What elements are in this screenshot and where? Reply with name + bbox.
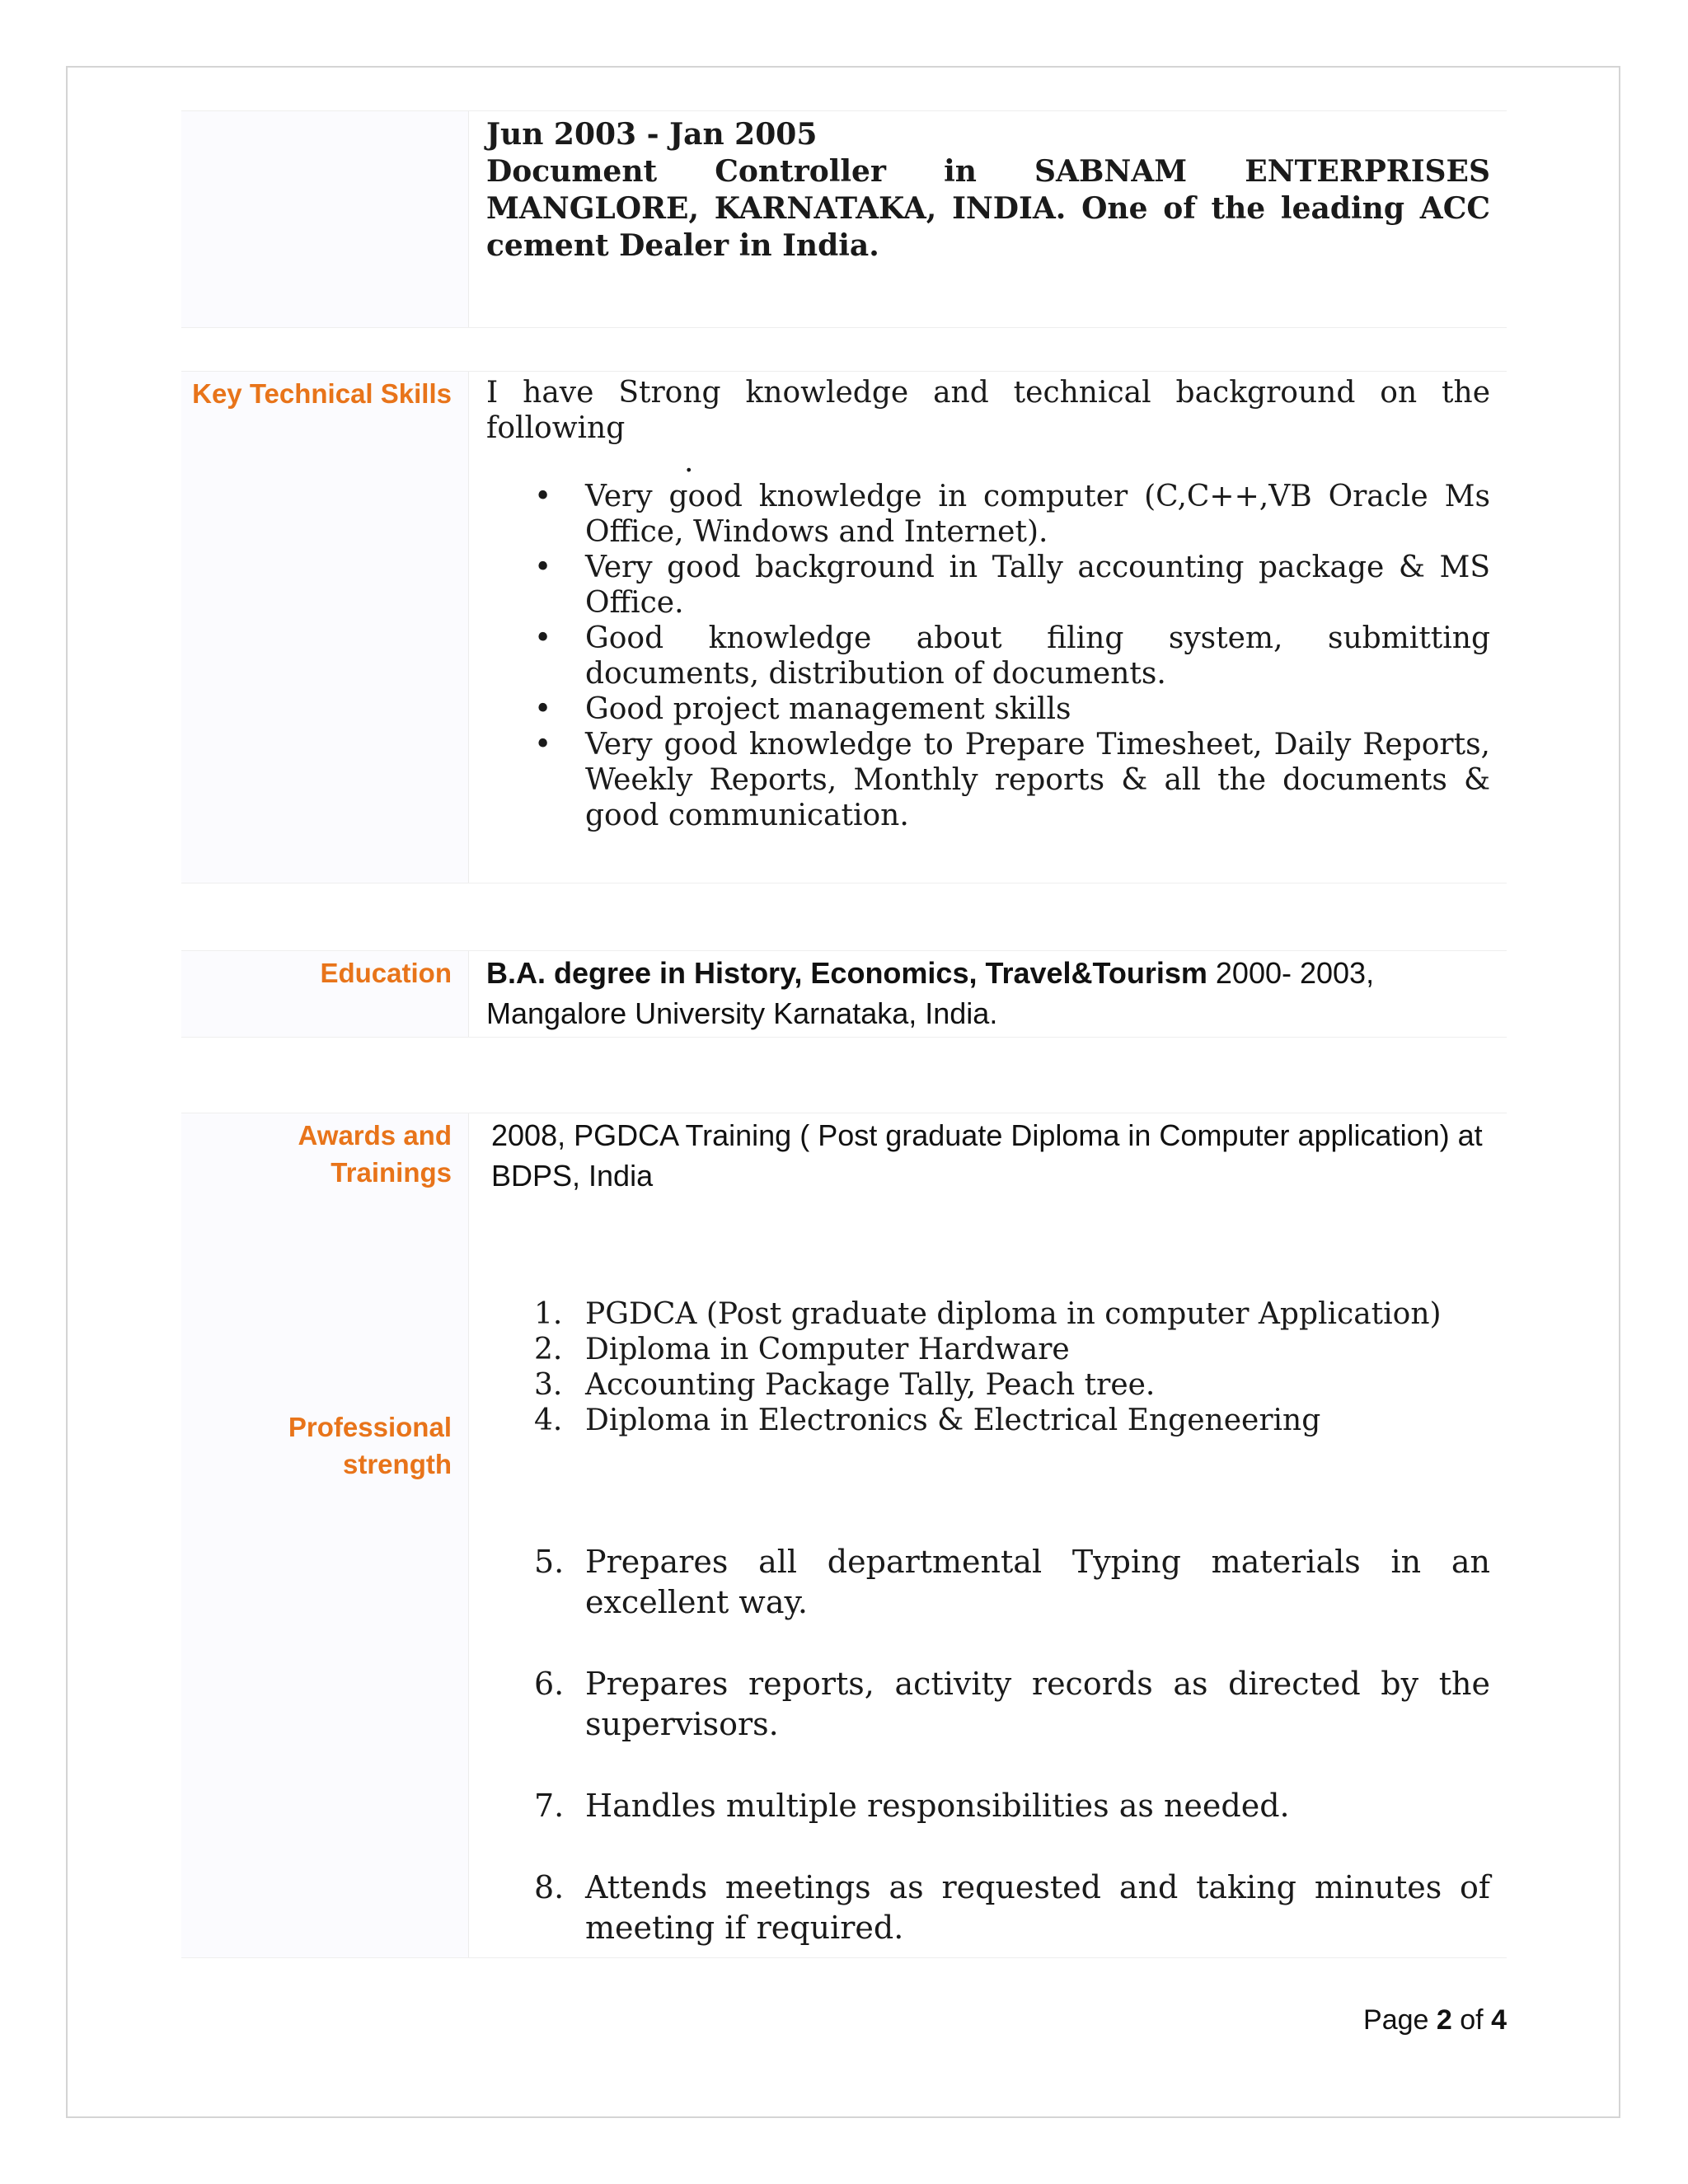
list-item: • Good knowledge about filing system, submitting documents, distribution of documents.: [486, 621, 1490, 691]
awards-label: [298, 1117, 452, 1191]
awards-label-line1: Awards and: [298, 1120, 452, 1151]
strength-list: [486, 1542, 1490, 1948]
skills-label: Key Technical Skills: [192, 378, 452, 409]
education-degree-line: [486, 953, 1490, 993]
education-degree: B.A. degree in History, Economics, Travel&Tourism: [486, 956, 1207, 990]
strength-list-block: [486, 1542, 1490, 1948]
awards-list-block: [486, 1296, 1490, 1438]
education-years: 2000- 2003,: [1207, 956, 1375, 990]
list-item: • Very good knowledge in computer (C,C++,VB Oracle Ms Office, Windows and Internet).: [486, 479, 1490, 550]
awards-text: 2008, PGDCA Training ( Post graduate Diploma in Computer application) at BDPS, India: [491, 1118, 1483, 1193]
list-item: 3. Accounting Package Tally, Peach tree.: [534, 1368, 1156, 1402]
experience-description: Document Controller in SABNAM ENTERPRISES MANGLORE, KARNATAKA, INDIA. One of the leading ACC cement Dealer in India.: [486, 154, 1490, 263]
skills-content: [486, 375, 1490, 833]
section-label-cell: [181, 1113, 469, 1957]
list-item: 2. Diploma in Computer Hardware: [534, 1333, 1070, 1366]
list-item: 8. Attends meetings as requested and taking minutes of meeting if required.: [534, 1869, 1490, 1946]
awards-label-line2: Trainings: [331, 1157, 452, 1188]
experience-dates: Jun 2003 - Jan 2005: [486, 117, 818, 152]
experience-content: [486, 116, 1490, 265]
section-label-cell: [181, 372, 469, 883]
education-section: [181, 950, 1507, 1038]
section-label-cell: [181, 951, 469, 1037]
awards-section: [181, 1113, 1507, 1958]
list-item: 4. Diploma in Electronics & Electrical Engeneering: [534, 1404, 1321, 1437]
skills-intro: I have Strong knowledge and technical background on the following: [486, 376, 1490, 445]
list-item: • Very good background in Tally accounting package & MS Office.: [486, 550, 1490, 621]
education-university: Mangalore University Karnataka, India.: [486, 996, 998, 1030]
section-label-cell: [181, 111, 469, 327]
list-item: 1. PGDCA (Post graduate diploma in computer Application): [534, 1297, 1442, 1331]
skills-section: [181, 371, 1507, 883]
skills-list: [486, 479, 1490, 833]
education-label: Education: [320, 958, 452, 988]
strength-label-line2: strength: [343, 1449, 452, 1479]
education-content: [486, 953, 1490, 1033]
list-item: 5. Prepares all departmental Typing materials in an excellent way.: [534, 1544, 1490, 1620]
experience-section: [181, 110, 1507, 328]
strength-label-line1: Professional: [288, 1412, 452, 1442]
skills-dot: .: [684, 445, 694, 479]
list-item: 6. Prepares reports, activity records as directed by the supervisors.: [534, 1666, 1490, 1742]
awards-list: [486, 1296, 1490, 1438]
list-item: • Good project management skills: [486, 691, 1490, 727]
strength-label: [288, 1408, 452, 1483]
list-item: • Very good knowledge to Prepare Timesheet, Daily Reports, Weekly Reports, Monthly reports & all the documents & good communication.: [486, 727, 1490, 833]
page-number: Page 2 of 4: [1363, 2004, 1507, 2036]
list-item: 7. Handles multiple responsibilities as needed.: [534, 1788, 1290, 1824]
